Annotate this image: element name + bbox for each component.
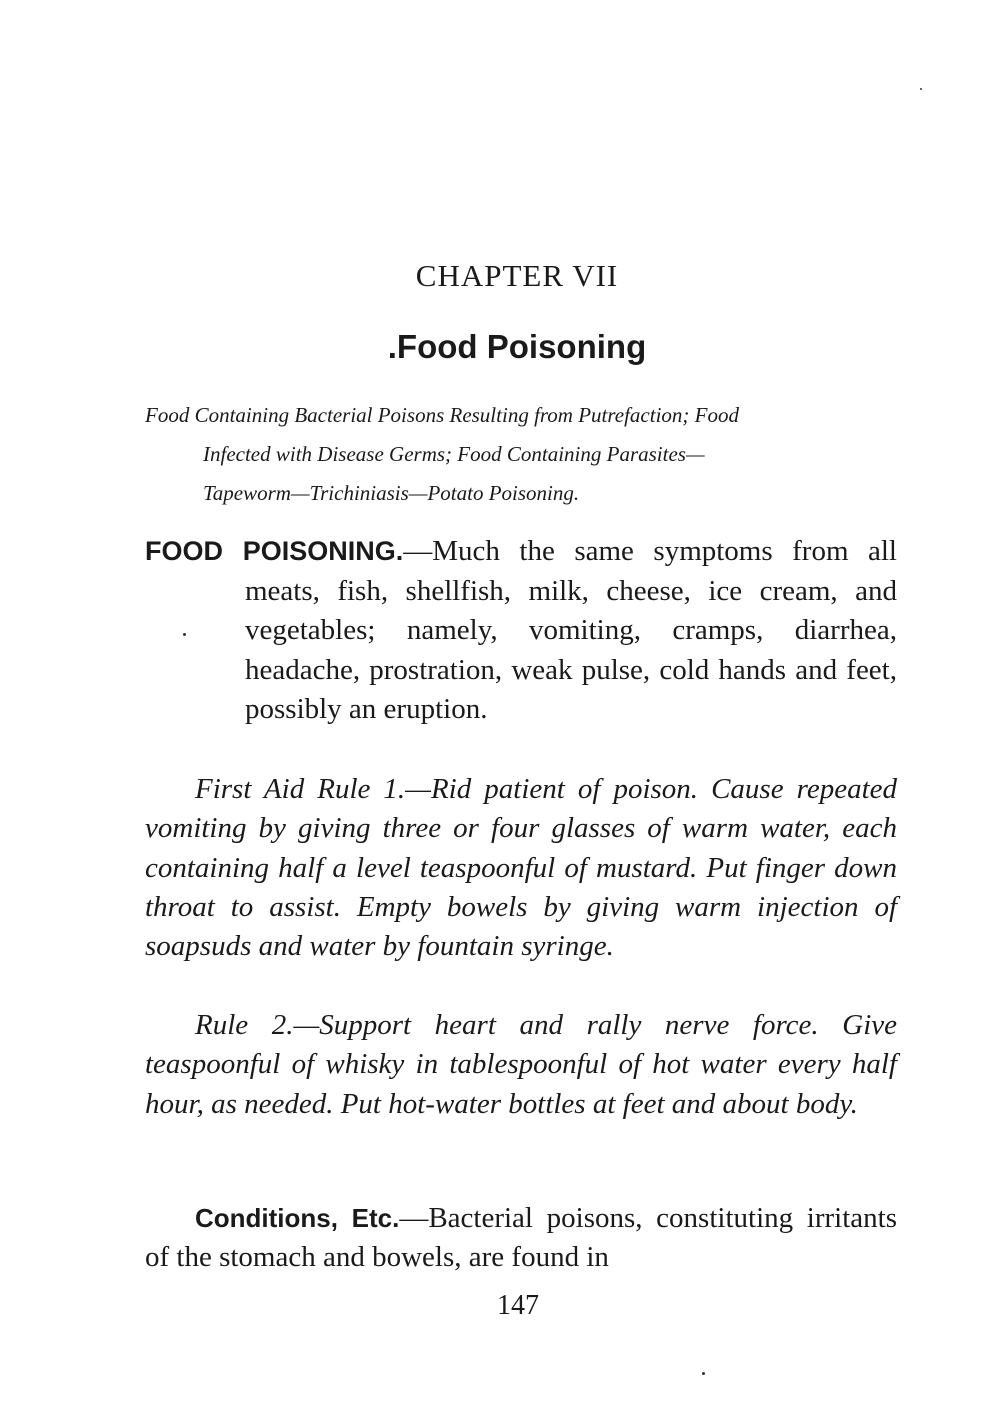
synopsis-line: Food Containing Bacterial Poisons Resulting from Putrefaction; Food (145, 403, 739, 427)
chapter-title: .Food Poisoning (387, 328, 647, 365)
synopsis-line: Tapeworm—Trichiniasis—Potato Poisoning. (203, 481, 580, 505)
synopsis-line: Infected with Disease Germs; Food Containing Parasites— (203, 442, 705, 466)
entry-text: —Much the same symptoms from all meats, fish, shellfish, milk, cheese, ice cream, and vegetables; namely, vomiting, cramps, diarrhea, headache, prostration, weak pulse, cold hands and feet, possibly an eruption. (245, 535, 897, 725)
first-aid-rule-2: Rule 2.—Support heart and rally nerve force. Give teaspoonful of whisky in tablespoonful of hot water every half hour, as needed. Put hot-water bottles at feet and about body. (145, 1009, 897, 1120)
print-speck (920, 88, 922, 90)
first-aid-rule-1: First Aid Rule 1.—Rid patient of poison. Cause repeated vomiting by giving three or four glasses of warm water, each containing half a level teaspoonful of mustard. Put finger down throat to assist. Empty bowels by giving warm injection of soapsuds and water by fountain syringe. (145, 773, 897, 963)
conditions-text: —Bacterial poisons, constituting irritants of the stomach and bowels, are found in (145, 1202, 897, 1273)
print-speck (183, 633, 186, 636)
page-number: 147 (497, 1290, 539, 1321)
conditions-heading: Conditions, Etc. (195, 1203, 400, 1233)
food-poisoning-entry (145, 532, 897, 730)
chapter-synopsis (145, 396, 905, 513)
chapter-label: CHAPTER VII (415, 258, 619, 293)
conditions-paragraph (145, 1199, 897, 1277)
entry-heading: FOOD POISONING. (145, 536, 404, 566)
print-speck (702, 1372, 705, 1375)
